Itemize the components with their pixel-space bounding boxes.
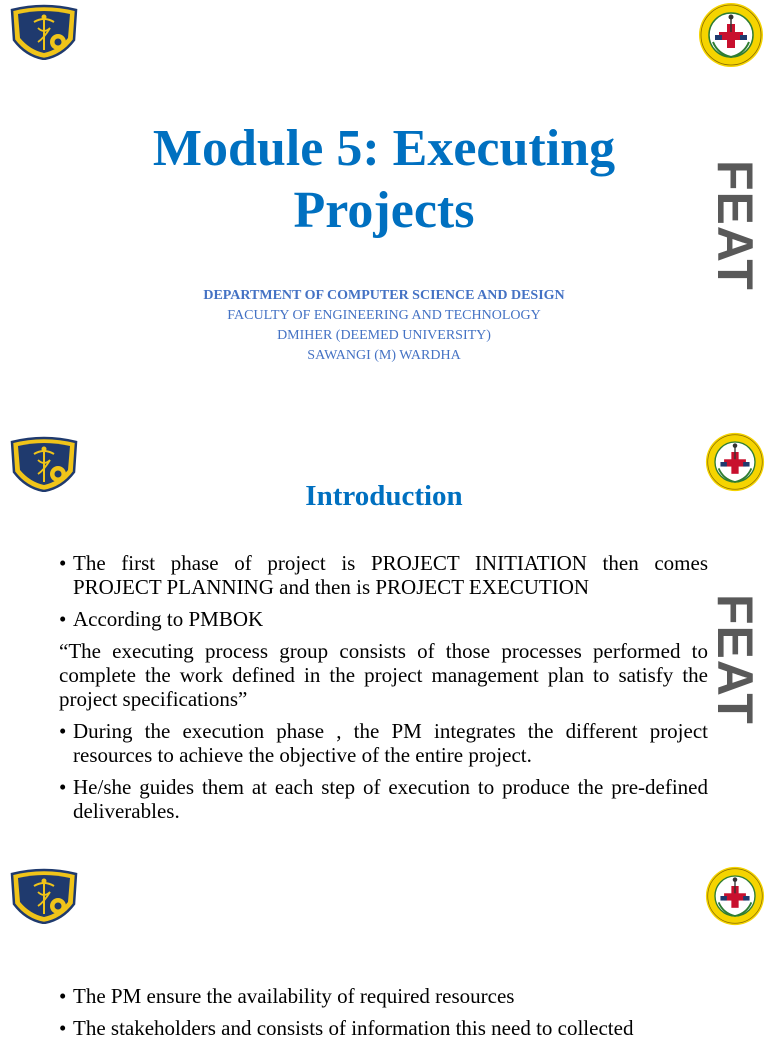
list-item: • The stakeholders and consists of information this need to collected [59, 1016, 708, 1040]
introduction-content [59, 551, 708, 831]
resources-slide [0, 864, 768, 1040]
introduction-slide [0, 432, 768, 864]
list-item: • According to PMBOK [59, 607, 708, 631]
page-title [0, 118, 768, 242]
section-title: Introduction [305, 480, 463, 512]
title-slide [0, 0, 768, 432]
list-item: • During the execution phase , the PM integrates the different project resources to achieve the objective of the entire project. [59, 719, 708, 767]
medical-seal-logo [698, 2, 764, 68]
department-block [0, 286, 768, 366]
faculty-name: FACULTY OF ENGINEERING AND TECHNOLOGY [227, 308, 541, 323]
location-name: SAWANGI (M) WARDHA [307, 348, 461, 363]
university-name: DMIHER (DEEMED UNIVERSITY) [277, 328, 491, 343]
resources-content [59, 984, 708, 1048]
university-shield-logo [8, 4, 80, 60]
medical-seal-logo [705, 866, 765, 926]
feat-side-label: FEAT [707, 160, 763, 291]
feat-side-label: FEAT [707, 594, 763, 725]
title-line-2: Projects [293, 182, 475, 239]
university-shield-logo [8, 868, 80, 924]
list-item: • He/she guides them at each step of execution to produce the pre-defined deliverables. [59, 775, 708, 823]
list-item: • The PM ensure the availability of required resources [59, 984, 708, 1008]
title-line-1: Module 5: Executing [152, 120, 616, 177]
list-item: • The first phase of project is PROJECT INITIATION then comes PROJECT PLANNING and then is PROJECT EXECUTION [59, 551, 708, 599]
pmbok-quote: “The executing process group consists of those processes performed to complete the work defined in the project management plan to satisfy the project specifications” [59, 639, 708, 711]
department-name: DEPARTMENT OF COMPUTER SCIENCE AND DESIGN [203, 288, 565, 303]
